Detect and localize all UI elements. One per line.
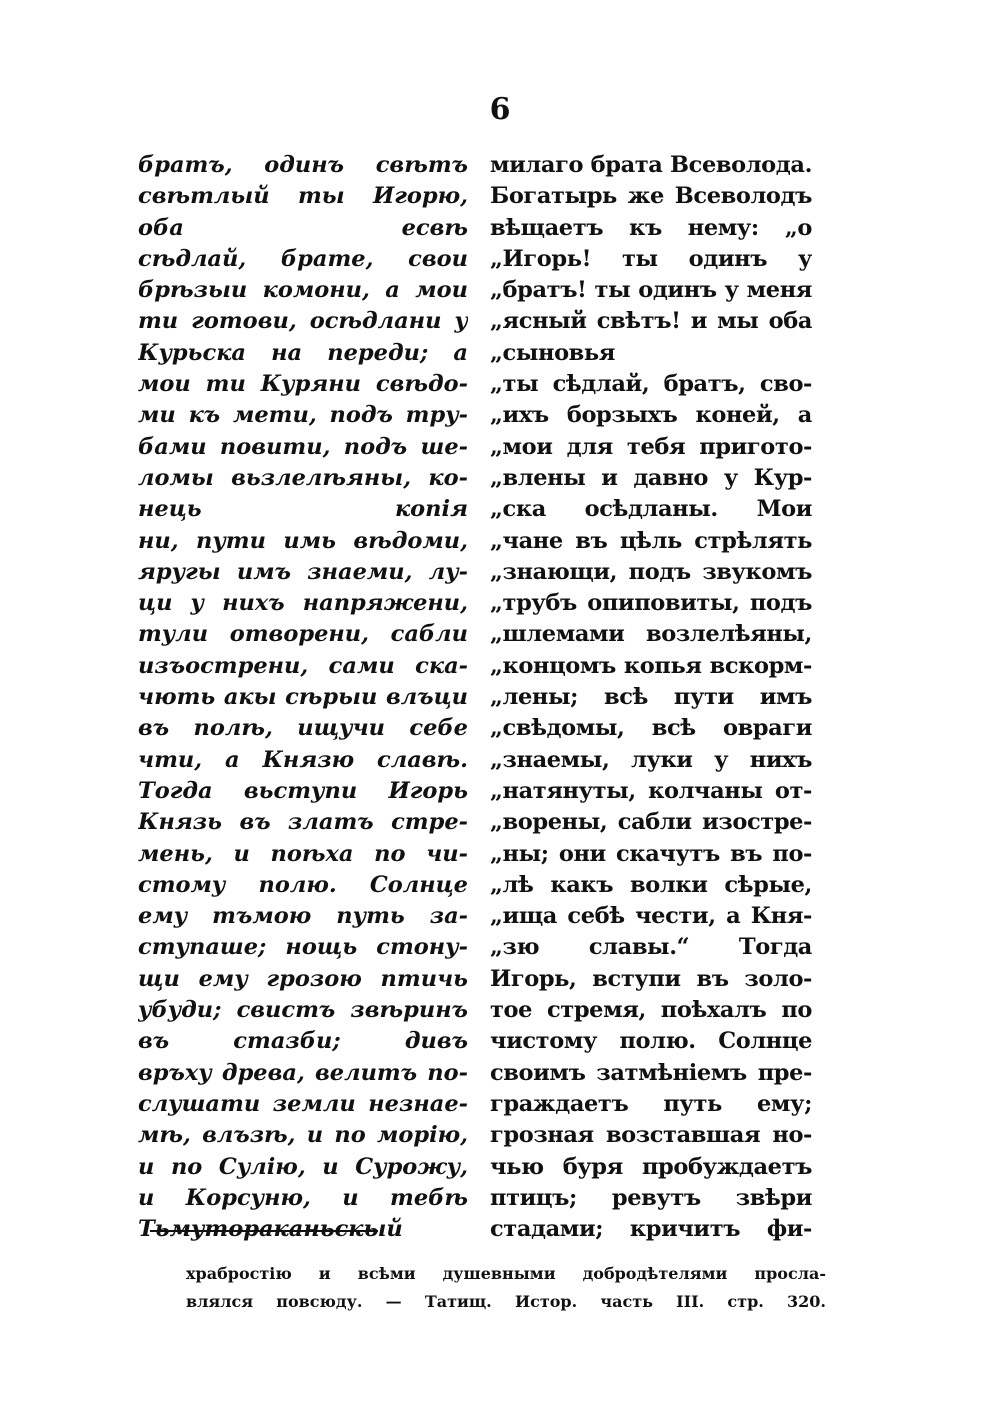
left-column-line: ни, пути имь вѣдоми, bbox=[138, 527, 468, 554]
left-column-line: ми къ мети, подъ тру- bbox=[138, 402, 468, 429]
left-column-line: стому полю. Солнце bbox=[138, 871, 468, 898]
left-column-line: свѣтлый ты Игорю, bbox=[138, 183, 468, 210]
right-column-line: граждаетъ путь ему; bbox=[490, 1090, 812, 1117]
right-column-line: „лены; всѣ пути имъ bbox=[490, 684, 812, 711]
right-column-line: „трубъ опиповиты, подъ bbox=[490, 590, 812, 617]
right-column-line: стадами; кричитъ фи- bbox=[490, 1216, 812, 1243]
left-column-line: щи ему грозою птичь bbox=[138, 965, 468, 992]
left-column-line: яругы имъ знаеми, лу- bbox=[138, 558, 468, 585]
left-column-old-russian-text bbox=[138, 150, 468, 1245]
right-column-line: „знаемы, луки у нихъ bbox=[490, 746, 812, 773]
right-column-line: чистому полю. Солнце bbox=[490, 1028, 812, 1055]
right-column-line: чью буря пробуждаетъ bbox=[490, 1153, 812, 1180]
right-column-line: „сыновья bbox=[490, 339, 615, 366]
right-column-line: тое стремя, поѣхалъ по bbox=[490, 997, 812, 1024]
left-column-line: бами повити, подъ ше- bbox=[138, 433, 468, 460]
right-column-line: „концомъ копья вскорм- bbox=[490, 652, 812, 679]
left-column-line: ломы вьзлелѣяны, ко- bbox=[138, 464, 468, 491]
right-column-line: „ны; они скачутъ въ по- bbox=[490, 840, 812, 867]
footnote-divider bbox=[150, 1230, 378, 1232]
footnote bbox=[186, 1260, 826, 1316]
left-column-line: мои ти Куряни свѣдо- bbox=[138, 371, 468, 398]
right-column-line: „влены и давно у Кур- bbox=[490, 464, 812, 491]
right-column-line: „чане въ цѣль стрѣлять bbox=[490, 527, 812, 554]
left-column-line: Князь въ златъ стре- bbox=[138, 809, 468, 836]
left-column-line: Тьмутораканьскый bbox=[138, 1216, 403, 1243]
right-column-line: „свѣдомы, всѣ овраги bbox=[490, 715, 812, 742]
left-column-line: слушати земли незнае- bbox=[138, 1090, 468, 1117]
right-column-line: „шлемами возлелѣяны, bbox=[490, 621, 812, 648]
footnote-line: храбростію и всѣми душевными добродѣтелями просла- bbox=[186, 1264, 826, 1283]
page-number: 6 bbox=[489, 92, 511, 127]
right-column-line: птицъ; ревутъ звѣри bbox=[490, 1184, 812, 1211]
right-column-line: вѣщаетъ къ нему: „о bbox=[490, 214, 812, 241]
left-column-line: ступаше; нощь стону- bbox=[138, 934, 468, 961]
left-column-line: убуди; свистъ звѣринъ bbox=[138, 997, 468, 1024]
right-column-line: „Игорь! ты одинъ у bbox=[490, 245, 812, 272]
left-column-line: мень, и поѣха по чи- bbox=[138, 840, 468, 867]
left-column-line: въ стазби; дивъ bbox=[138, 1028, 468, 1055]
right-column-line: „ихъ борзыхъ коней, а bbox=[490, 402, 812, 429]
left-column-line: Курьска на переди; а bbox=[138, 339, 468, 366]
left-column-line: въ полѣ, ищучи себе bbox=[138, 715, 468, 742]
right-column-line: „ты сѣдлай, братъ, сво- bbox=[490, 371, 812, 398]
right-column-line: „мои для тебя пригото- bbox=[490, 433, 812, 460]
right-column-line: „лѣ какъ волки сѣрые, bbox=[490, 871, 812, 898]
left-column-line: ти готови, осѣдлани у bbox=[138, 308, 468, 335]
right-column-line: „ска осѣдланы. Мои bbox=[490, 496, 812, 523]
left-column-line: връху древа, велитъ по- bbox=[138, 1059, 468, 1086]
left-column-line: Тогда вьступи Игорь bbox=[138, 777, 468, 804]
right-column-translation-text bbox=[490, 150, 812, 1245]
left-column-line: нець копія bbox=[138, 496, 468, 523]
right-column-line: „братъ! ты одинъ у меня bbox=[490, 277, 812, 304]
right-column-line: Богатырь же Всеволодъ bbox=[490, 183, 812, 210]
left-column-line: мѣ, влъзѣ, и по морію, bbox=[138, 1122, 468, 1149]
right-column-line: грозная возставшая но- bbox=[490, 1122, 812, 1149]
left-column-line: ци у нихъ напряжени, bbox=[138, 590, 468, 617]
right-column-line: „ясный свѣтъ! и мы оба bbox=[490, 308, 812, 335]
right-column-line: „зю славы.“ Тогда bbox=[490, 934, 812, 961]
right-column-line: своимъ затмѣніемъ пре- bbox=[490, 1059, 812, 1086]
left-column-line: братъ, одинъ свѣтъ bbox=[138, 152, 468, 178]
right-column-line: „натянуты, колчаны от- bbox=[490, 777, 812, 804]
left-column-line: изъострени, сами ска- bbox=[138, 652, 468, 679]
left-column-line: и Корсуню, и тебѣ bbox=[138, 1184, 468, 1211]
right-column-line: Игорь, вступи въ золо- bbox=[490, 965, 812, 992]
left-column-line: и по Сулію, и Сурожу, bbox=[138, 1153, 468, 1180]
left-column-line: сѣдлай, брате, свои bbox=[138, 245, 468, 272]
left-column-line: чють акы сѣрыи влъци bbox=[138, 684, 468, 711]
left-column-line: тули отворени, сабли bbox=[138, 621, 468, 648]
left-column-line: оба есвѣ bbox=[138, 214, 468, 241]
right-column-line: „ища себѣ чести, а Кня- bbox=[490, 903, 812, 930]
footnote-line: влялся повсюду. — Татищ. Истор. часть III. стр. 320. bbox=[186, 1292, 826, 1311]
right-column-line: „знающи, подъ звукомъ bbox=[490, 558, 812, 585]
left-column-line: брѣзыи комони, а мои bbox=[138, 277, 468, 304]
left-column-line: чти, а Князю славѣ. bbox=[138, 746, 468, 773]
left-column-line: ему тъмою путь за- bbox=[138, 903, 468, 930]
right-column-line: „ворены, сабли изостре- bbox=[490, 809, 812, 836]
right-column-line: милаго брата Всеволода. bbox=[490, 152, 812, 178]
